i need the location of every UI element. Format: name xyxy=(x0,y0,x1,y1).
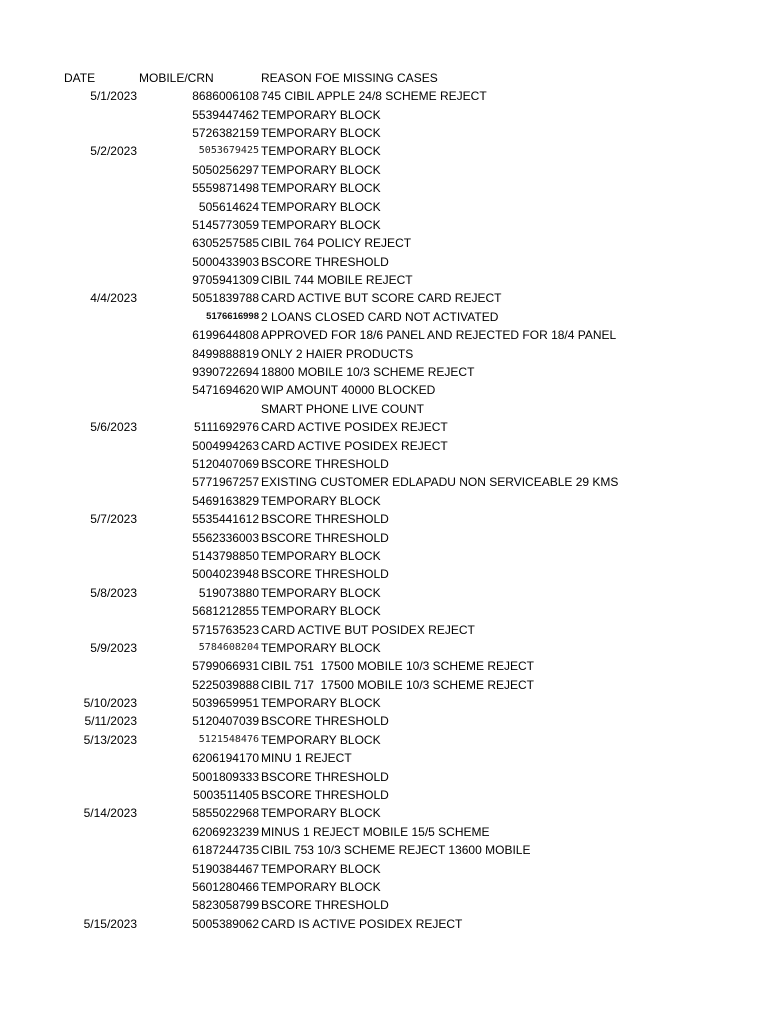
reason-cell: EXISTING CUSTOMER EDLAPADU NON SERVICEABLE 29 KMS xyxy=(261,475,619,490)
mobile-crn-cell: 5784608204 xyxy=(198,641,259,653)
table-row xyxy=(62,124,761,142)
table-row xyxy=(62,142,761,160)
date-cell xyxy=(62,749,139,767)
table-row xyxy=(62,529,761,547)
mobile-crn-cell: 5176616998 xyxy=(206,310,259,322)
reason-cell: CIBIL 717 17500 MOBILE 10/3 SCHEME REJECT xyxy=(261,677,535,692)
date-cell xyxy=(62,768,139,786)
date-cell xyxy=(62,363,139,381)
reason-cell: APPROVED FOR 18/6 PANEL AND REJECTED FOR 18/4 PANEL xyxy=(261,328,617,343)
reason-cell: 2 LOANS CLOSED CARD NOT ACTIVATED xyxy=(261,309,499,324)
reason-cell: TEMPORARY BLOCK xyxy=(261,640,381,655)
reason-cell: CARD ACTIVE POSIDEX REJECT xyxy=(261,438,448,453)
date-cell xyxy=(62,381,139,399)
date-cell xyxy=(62,308,139,326)
date-column-header: DATE xyxy=(64,70,96,85)
reason-cell: CIBIL 744 MOBILE REJECT xyxy=(261,273,413,288)
date-cell xyxy=(62,179,139,197)
reason-cell: TEMPORARY BLOCK xyxy=(261,181,381,196)
mobile-crn-cell: 5823058799 xyxy=(192,898,259,913)
mobile-crn-cell: 5111692976 xyxy=(194,420,259,435)
table-row xyxy=(62,639,761,657)
reason-cell: TEMPORARY BLOCK xyxy=(261,806,381,821)
date-cell: 5/1/2023 xyxy=(90,89,137,104)
reason-cell: TEMPORARY BLOCK xyxy=(261,162,381,177)
table-row xyxy=(62,694,761,712)
mobile-crn-column-header: MOBILE/CRN xyxy=(139,70,214,85)
date-cell xyxy=(62,657,139,675)
mobile-crn-cell: 5190384467 xyxy=(192,861,259,876)
table-row xyxy=(62,87,761,105)
date-cell xyxy=(62,234,139,252)
reason-cell: TEMPORARY BLOCK xyxy=(261,217,381,232)
table-row xyxy=(62,676,761,694)
date-cell xyxy=(62,878,139,896)
mobile-crn-cell: 5726382159 xyxy=(192,125,259,140)
mobile-crn-cell: 9705941309 xyxy=(192,273,259,288)
mobile-crn-cell: 5001809333 xyxy=(192,769,259,784)
table-row xyxy=(62,786,761,804)
reason-cell: TEMPORARY BLOCK xyxy=(261,732,381,747)
mobile-crn-cell xyxy=(139,400,261,418)
table-row xyxy=(62,823,761,841)
date-cell xyxy=(62,529,139,547)
mobile-crn-cell: 5004994263 xyxy=(192,438,259,453)
mobile-crn-cell: 5681212855 xyxy=(192,604,259,619)
reason-cell: 18800 MOBILE 10/3 SCHEME REJECT xyxy=(261,365,475,380)
reason-cell: TEMPORARY BLOCK xyxy=(261,125,381,140)
date-cell xyxy=(62,400,139,418)
date-cell: 4/4/2023 xyxy=(90,291,137,306)
date-cell: 5/14/2023 xyxy=(83,806,137,821)
mobile-crn-cell: 5562336003 xyxy=(192,530,259,545)
table-row xyxy=(62,492,761,510)
reason-cell: BSCORE THRESHOLD xyxy=(261,769,389,784)
reason-cell: BSCORE THRESHOLD xyxy=(261,530,389,545)
mobile-crn-cell: 5051839788 xyxy=(192,291,259,306)
header-row xyxy=(62,69,761,87)
reason-cell: TEMPORARY BLOCK xyxy=(261,199,381,214)
mobile-crn-cell: 5050256297 xyxy=(192,162,259,177)
date-cell: 5/2/2023 xyxy=(90,144,137,159)
table-row xyxy=(62,712,761,730)
reason-cell: CIBIL 764 POLICY REJECT xyxy=(261,236,412,251)
reason-cell: WIP AMOUNT 40000 BLOCKED xyxy=(261,383,436,398)
mobile-crn-cell: 5715763523 xyxy=(192,622,259,637)
reason-cell: TEMPORARY BLOCK xyxy=(261,879,381,894)
table-row xyxy=(62,510,761,528)
mobile-crn-cell: 5471694620 xyxy=(192,383,259,398)
reason-cell: CIBIL 753 10/3 SCHEME REJECT 13600 MOBILE xyxy=(261,843,531,858)
reason-cell: BSCORE THRESHOLD xyxy=(261,254,389,269)
table-row xyxy=(62,878,761,896)
table-row xyxy=(62,179,761,197)
reason-cell: BSCORE THRESHOLD xyxy=(261,567,389,582)
mobile-crn-cell: 5005389062 xyxy=(192,916,259,931)
date-cell xyxy=(62,621,139,639)
date-cell xyxy=(62,106,139,124)
date-cell xyxy=(62,823,139,841)
reason-cell: BSCORE THRESHOLD xyxy=(261,898,389,913)
table-row xyxy=(62,106,761,124)
table-row xyxy=(62,418,761,436)
reason-cell: CARD IS ACTIVE POSIDEX REJECT xyxy=(261,916,463,931)
mobile-crn-cell: 8499888819 xyxy=(192,346,259,361)
reason-cell: TEMPORARY BLOCK xyxy=(261,861,381,876)
date-cell xyxy=(62,455,139,473)
table-row xyxy=(62,841,761,859)
date-cell: 5/11/2023 xyxy=(84,714,137,729)
table-row xyxy=(62,915,761,933)
date-cell xyxy=(62,896,139,914)
table-row xyxy=(62,326,761,344)
table-row xyxy=(62,896,761,914)
mobile-crn-cell: 5004023948 xyxy=(192,567,259,582)
date-cell: 5/13/2023 xyxy=(83,732,137,747)
date-cell xyxy=(62,345,139,363)
mobile-crn-cell: 5000433903 xyxy=(192,254,259,269)
date-cell: 5/10/2023 xyxy=(83,696,137,711)
date-cell xyxy=(62,216,139,234)
mobile-crn-cell: 519073880 xyxy=(198,585,259,600)
mobile-crn-cell: 6305257585 xyxy=(192,236,259,251)
table-row xyxy=(62,565,761,583)
table-row xyxy=(62,731,761,749)
reason-cell: SMART PHONE LIVE COUNT xyxy=(261,401,424,416)
mobile-crn-cell: 5771967257 xyxy=(192,475,259,490)
reason-cell: CARD ACTIVE POSIDEX REJECT xyxy=(261,420,448,435)
mobile-crn-cell: 5559871498 xyxy=(192,181,259,196)
mobile-crn-cell: 5120407039 xyxy=(192,714,259,729)
missing-cases-sheet xyxy=(62,69,761,933)
table-row xyxy=(62,584,761,602)
mobile-crn-cell: 5121548476 xyxy=(198,733,259,745)
reason-cell: BSCORE THRESHOLD xyxy=(261,714,389,729)
mobile-crn-cell: 5469163829 xyxy=(192,493,259,508)
mobile-crn-cell: 6206194170 xyxy=(192,751,259,766)
date-cell xyxy=(62,437,139,455)
reason-cell: BSCORE THRESHOLD xyxy=(261,512,389,527)
table-row xyxy=(62,271,761,289)
table-row xyxy=(62,381,761,399)
date-cell xyxy=(62,786,139,804)
table-row xyxy=(62,234,761,252)
reason-cell: TEMPORARY BLOCK xyxy=(261,548,381,563)
mobile-crn-cell: 5799066931 xyxy=(192,659,259,674)
table-row xyxy=(62,657,761,675)
table-row xyxy=(62,289,761,307)
date-cell xyxy=(62,565,139,583)
reason-cell: ONLY 2 HAIER PRODUCTS xyxy=(261,346,414,361)
mobile-crn-cell: 5053679425 xyxy=(198,145,259,157)
reason-column-header: REASON FOE MISSING CASES xyxy=(261,70,438,85)
table-row xyxy=(62,473,761,491)
table-row xyxy=(62,345,761,363)
mobile-crn-cell: 5855022968 xyxy=(192,806,259,821)
table-row xyxy=(62,308,761,326)
reason-cell: TEMPORARY BLOCK xyxy=(261,604,381,619)
date-cell: 5/9/2023 xyxy=(90,640,137,655)
reason-cell: TEMPORARY BLOCK xyxy=(261,107,381,122)
table-row xyxy=(62,198,761,216)
table-row xyxy=(62,253,761,271)
mobile-crn-cell: 5601280466 xyxy=(192,879,259,894)
table-row xyxy=(62,216,761,234)
table-row xyxy=(62,363,761,381)
table-row xyxy=(62,455,761,473)
table-row xyxy=(62,749,761,767)
date-cell xyxy=(62,841,139,859)
mobile-crn-cell: 5145773059 xyxy=(192,217,259,232)
mobile-crn-cell: 6187244735 xyxy=(192,843,259,858)
reason-cell: TEMPORARY BLOCK xyxy=(261,696,381,711)
date-cell xyxy=(62,676,139,694)
table-row xyxy=(62,547,761,565)
mobile-crn-cell: 8686006108 xyxy=(192,89,259,104)
date-cell xyxy=(62,473,139,491)
date-cell: 5/15/2023 xyxy=(83,916,137,931)
mobile-crn-cell: 5120407069 xyxy=(192,457,259,471)
mobile-crn-cell: 5535441612 xyxy=(192,512,259,527)
table-row xyxy=(62,437,761,455)
reason-cell: CARD ACTIVE BUT POSIDEX REJECT xyxy=(261,622,475,637)
table-row xyxy=(62,860,761,878)
reason-cell: TEMPORARY BLOCK xyxy=(261,493,381,508)
reason-cell: 745 CIBIL APPLE 24/8 SCHEME REJECT xyxy=(261,89,487,104)
mobile-crn-cell: 5143798850 xyxy=(192,548,259,563)
table-row xyxy=(62,768,761,786)
date-cell xyxy=(62,492,139,510)
mobile-crn-cell: 6199644808 xyxy=(192,328,259,343)
reason-cell: BSCORE THRESHOLD xyxy=(261,788,389,803)
mobile-crn-cell: 6206923239 xyxy=(192,824,259,839)
date-cell xyxy=(62,547,139,565)
reason-cell: CARD ACTIVE BUT SCORE CARD REJECT xyxy=(261,291,502,306)
table-row xyxy=(62,400,761,418)
reason-cell: TEMPORARY BLOCK xyxy=(261,144,381,159)
date-cell xyxy=(62,860,139,878)
date-cell: 5/6/2023 xyxy=(90,420,137,435)
table-row xyxy=(62,161,761,179)
table-row xyxy=(62,804,761,822)
mobile-crn-cell: 505614624 xyxy=(198,199,259,214)
date-cell: 5/8/2023 xyxy=(90,585,137,600)
mobile-crn-cell: 9390722694 xyxy=(192,365,259,380)
reason-cell: BSCORE THRESHOLD xyxy=(261,457,389,471)
mobile-crn-cell: 5039659951 xyxy=(192,696,259,711)
date-cell: 5/7/2023 xyxy=(90,512,137,527)
reason-cell: TEMPORARY BLOCK xyxy=(261,585,381,600)
date-cell xyxy=(62,161,139,179)
reason-cell: MINU 1 REJECT xyxy=(261,751,352,766)
date-cell xyxy=(62,253,139,271)
mobile-crn-cell: 5003511405 xyxy=(193,788,259,803)
mobile-crn-cell: 5225039888 xyxy=(192,677,259,692)
date-cell xyxy=(62,124,139,142)
date-cell xyxy=(62,271,139,289)
date-cell xyxy=(62,198,139,216)
mobile-crn-cell: 5539447462 xyxy=(192,107,259,122)
table-row xyxy=(62,602,761,620)
reason-cell: MINUS 1 REJECT MOBILE 15/5 SCHEME xyxy=(261,824,490,839)
date-cell xyxy=(62,326,139,344)
date-cell xyxy=(62,602,139,620)
reason-cell: CIBIL 751 17500 MOBILE 10/3 SCHEME REJECT xyxy=(261,659,535,674)
table-row xyxy=(62,621,761,639)
